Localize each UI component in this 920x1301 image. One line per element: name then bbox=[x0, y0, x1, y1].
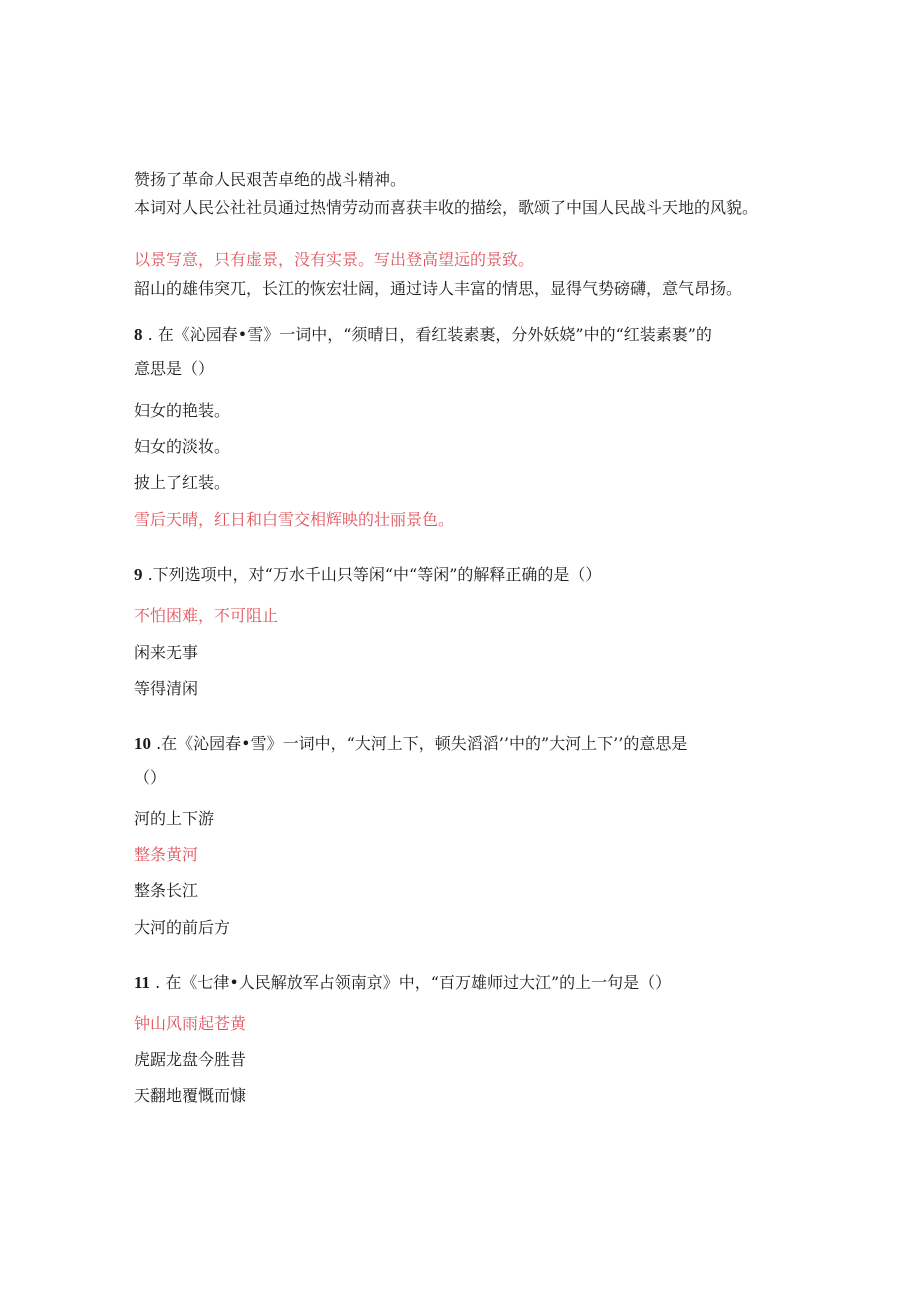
question-number: 8 bbox=[134, 325, 143, 344]
option-text-correct: 以景写意，只有虚景，没有实景。写出登高望远的景致。 bbox=[134, 250, 535, 269]
option-text: 妇女的艳装。 bbox=[134, 401, 231, 420]
option-text: 河的上下游 bbox=[134, 809, 215, 828]
question-10-stem bbox=[134, 734, 687, 754]
question-number: 10 bbox=[134, 734, 151, 753]
option-text: 韶山的雄伟突兀，长江的恢宏壮阔，通过诗人丰富的情思，显得气势磅礴，意气昂扬。 bbox=[134, 279, 743, 298]
option-text-correct: 整条黄河 bbox=[134, 845, 199, 864]
question-number: 9 bbox=[134, 565, 143, 584]
option-text: 披上了红装。 bbox=[134, 473, 231, 492]
option-text: 天翻地覆慨而慷 bbox=[134, 1086, 247, 1105]
option-text: 本词对人民公社社员通过热情劳动而喜获丰收的描绘，歌颂了中国人民战斗天地的风貌。 bbox=[134, 198, 759, 217]
option-text: 大河的前后方 bbox=[134, 918, 231, 937]
option-text: 整条长江 bbox=[134, 881, 199, 900]
option-text-correct: 不怕困难，不可阻止 bbox=[134, 606, 279, 625]
question-number: 11 bbox=[134, 973, 151, 992]
question-text: .下列选项中，对“万水千山只等闲“中“等闲”的解释正确的是（） bbox=[147, 565, 602, 584]
option-text: 等得清闲 bbox=[134, 679, 199, 698]
question-text: . 在《七律•人民解放军占领南京》中，“百万雄师过大江”的上一句是（） bbox=[155, 973, 672, 992]
option-text: 赞扬了革命人民艰苦卓绝的战斗精神。 bbox=[134, 170, 407, 189]
option-text-correct: 雪后天晴，红日和白雪交相辉映的壮丽景色。 bbox=[134, 510, 455, 529]
question-text: . 在《沁园春•雪》一词中，“须晴日，看红装素裹，分外妖娆”中的“红装素裹”的 bbox=[147, 325, 712, 344]
question-text: .在《沁园春•雪》一词中，“大河上下，顿失滔滔’’中的”大河上下’’的意思是 bbox=[156, 734, 688, 753]
question-text-continued: （） bbox=[134, 768, 167, 787]
question-9-stem bbox=[134, 565, 601, 585]
option-text-correct: 钟山风雨起苍黄 bbox=[134, 1014, 247, 1033]
option-text: 虎踞龙盘今胜昔 bbox=[134, 1050, 247, 1069]
question-text-continued: 意思是（） bbox=[134, 359, 215, 378]
option-text: 闲来无事 bbox=[134, 643, 199, 662]
question-11-stem bbox=[134, 973, 671, 993]
question-8-stem bbox=[134, 325, 712, 345]
option-text: 妇女的淡妆。 bbox=[134, 437, 231, 456]
